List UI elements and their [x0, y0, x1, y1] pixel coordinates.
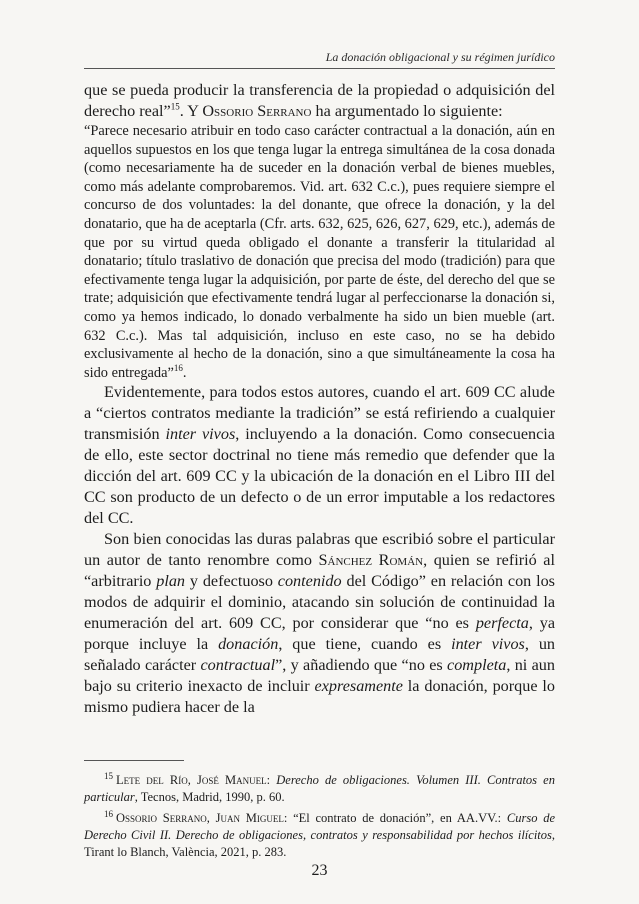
running-header: La donación obligacional y su régimen jurídico: [325, 50, 555, 64]
author-name: Ossorio Serrano: [202, 102, 312, 120]
footnote: $^{16}$ Ossorio Serrano, Juan Miguel: “El contrato de donación”, en AA.VV.: Curso de Derecho Civil II. Derecho de obligaciones, contratos y responsabilidad por hechos ilícitos, Tirant lo Blanch, València, 2021, p. 283.: [84, 808, 555, 859]
main-text: [84, 80, 555, 718]
footnote-ref-15: 15: [170, 101, 180, 112]
footnotes: [84, 772, 555, 865]
page-number: 23: [311, 862, 328, 879]
footnote-ref-16: 16: [173, 362, 183, 373]
block-quote: “Parece necesario atribuir en todo caso carácter contractual a la donación, aún en aquellos supuestos en los que tenga lugar la entrega simultánea de la cosa donada (como necesariamente ha de suceder en la donación verbal de bienes muebles, como más adelante comprobaremos. Vid. art. 632 C.c.), pues requiere siempre el concurso de dos voluntades: la del donante, que ofrece la donación, y la del donatario, que ha de aceptarla (Cfr. arts. 632, 625, 626, 627, 629, etc.), además de que por su virtud queda obligado el donante a transferir la titularidad al donatario; título traslativo de donación que precisa del modo (tradición) para que efectivamente tenga lugar la adquisición, por parte de éste, del derecho del que se trate; adquisición que efectivamente tendrá lugar al perfeccionarse la donación si, como ya hemos indicado, lo donado verbalmente ha sido un bien mueble (art. 632 C.c.). Mas tal adquisición, incluso en este caso, no se ha debido exclusivamente al hecho de la donación, sino a que simultáneamente la cosa ha sido entregada”$^{16}$.: [84, 123, 555, 381]
paragraph-2: Evidentemente, para todos estos autores, cuando el art. 609 CC alude a “ciertos contratos mediante la tradición” se está refiriendo a cualquier transmisión inter vivos, incluyendo a la donación. Como consecuencia de ello, este sector doctrinal no tiene más remedio que defender que la dicción del art. 609 CC y la ubicación de la donación en el Libro III del CC son producto de un defecto o de un error imputable a los redactores del CC.: [84, 383, 555, 528]
footnote: $^{15}$ Lete del Río, José Manuel: Derecho de obligaciones. Volumen III. Contratos en particular, Tecnos, Madrid, 1990, p. 60.: [84, 770, 555, 804]
header-rule: [84, 68, 555, 69]
author-name: Sánchez Román: [318, 551, 424, 570]
paragraph-3: Son bien conocidas las duras palabras que escribió sobre el particular un autor de tanto renombre como Sánchez Román, quien se refirió al “arbitrario plan y defectuoso contenido del Código” en relación con los modos de adquirir el dominio, atacando sin solución de continuidad la enumeración del art. 609 CC, por considerar que “no es perfecta, ya porque incluye la donación, que tiene, cuando es inter vivos, un señalado carácter contractual”, y añadiendo que “no es completa, ni aun bajo su criterio inexacto de incluir expresamente la donación, porque lo mismo pudiera hacer de la: [84, 530, 556, 717]
footnote-rule: [84, 760, 184, 761]
paragraph-1: que se pueda producir la transferencia de la propiedad o adquisición del derecho real”$^{15}$. Y Ossorio Serrano ha argumentado lo siguiente:: [84, 81, 555, 120]
